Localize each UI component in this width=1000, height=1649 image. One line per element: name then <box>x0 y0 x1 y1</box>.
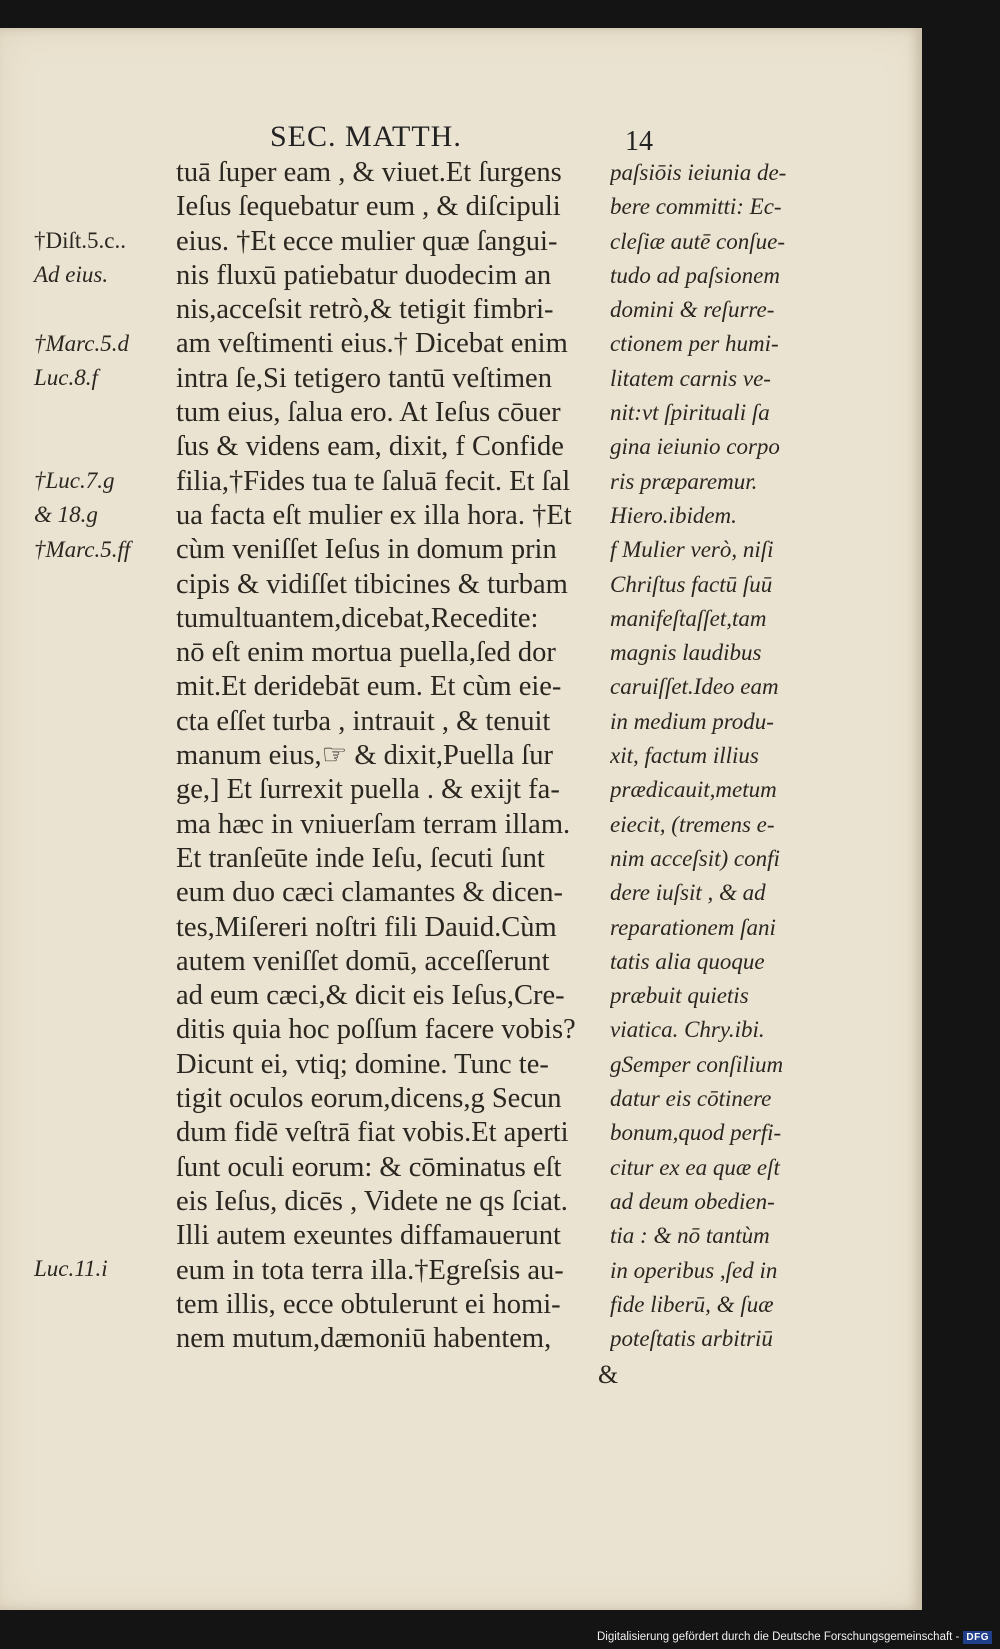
text-line: am veſtimenti eius.† Dicebat enim <box>176 328 568 360</box>
margin-note: †Marc.5.ff <box>34 537 131 562</box>
gloss-line: domini & reſurre- <box>610 297 775 323</box>
gloss-line: præbuit quietis <box>610 983 749 1009</box>
catchword: & <box>598 1360 619 1389</box>
gloss-line: nit:vt ſpirituali ſa <box>610 400 770 426</box>
gloss-column <box>610 156 906 1356</box>
text-line: dum fidē veſtrā fiat vobis.Et aperti <box>176 1117 569 1149</box>
gloss-line: paſsiōis ieiunia de- <box>610 160 787 185</box>
gloss-line: citur ex ea quæ eſt <box>610 1154 780 1180</box>
text-line: mit.Et deridebāt eum. Et cùm eie- <box>176 671 562 703</box>
text-line: filia,†Fides tua te ſaluā fecit. Et ſal <box>176 465 571 497</box>
text-line: cta eſſet turba , intrauit , & tenuit <box>176 705 551 737</box>
gloss-line: poteſtatis arbitriū <box>610 1326 773 1352</box>
dfg-logo: DFG <box>963 1631 992 1644</box>
gloss-line: tudo ad paſsionem <box>610 262 780 288</box>
gloss-line: xit, factum illius <box>610 743 759 769</box>
gloss-line: fide liberū, & ſuæ <box>610 1291 774 1317</box>
text-line: tuā ſuper eam , & viuet.Et ſurgens <box>176 157 562 188</box>
margin-note: Luc.11.i <box>34 1256 108 1281</box>
gloss-line: eiecit, (tremens e- <box>610 811 775 837</box>
gloss-line: f Mulier verò, niſi <box>610 537 774 563</box>
gloss-line: tia : & nō tantùm <box>610 1223 770 1249</box>
gloss-line: ad deum obedien- <box>610 1188 775 1214</box>
text-line: cipis & vidiſſet tibicines & turbam <box>176 568 568 600</box>
text-line: tigit oculos eorum,dicens,g Secun <box>176 1083 562 1115</box>
text-line: Ieſus ſequebatur eum , & diſcipuli <box>176 191 561 223</box>
margin-note: & 18.g <box>34 502 98 527</box>
text-line: ſus & videns eam, dixit, f Confide <box>176 431 564 463</box>
gloss-line: cleſiæ autē conſue- <box>610 228 785 254</box>
text-line: ſunt oculi eorum: & cōminatus eſt <box>176 1151 562 1183</box>
text-line: ma hæc in vniuerſam terram illam. <box>176 808 571 840</box>
gloss-line: in medium produ- <box>610 708 774 734</box>
text-line: autem veniſſet domū, acceſſerunt <box>176 945 550 977</box>
text-line: tes,Miſereri noſtri fili Dauid.Cùm <box>176 911 557 943</box>
text-line: Illi autem exeuntes diffamauerunt <box>176 1220 561 1252</box>
gloss-line: prædicauit,metum <box>610 777 777 803</box>
gloss-line: dere iuſsit , & ad <box>610 880 766 906</box>
margin-note: †Diſt.5.c.. <box>34 228 126 253</box>
gloss-line: Chriſtus factū ſuū <box>610 571 773 597</box>
gloss-line: ctionem per humi- <box>610 331 779 357</box>
text-line: tum eius, ſalua ero. At Ieſus cōuer <box>176 397 561 429</box>
gloss-line: nim acceſsit) confi <box>610 845 780 871</box>
main-text-column <box>176 156 604 1356</box>
text-line: Et tranſeūte inde Ieſu, ſecuti ſunt <box>176 842 545 874</box>
page-number: 14 <box>625 126 653 157</box>
text-line: ad eum cæci,& dicit eis Ieſus,Cre- <box>176 980 565 1012</box>
gloss-line: caruiſſet.Ideo eam <box>610 674 779 700</box>
text-line: ge,] Et ſurrexit puella . & exijt fa- <box>176 774 560 806</box>
gloss-line: tatis alia quoque <box>610 948 765 974</box>
text-line: eis Ieſus, dicēs , Videte ne qs ſciat. <box>176 1185 568 1217</box>
text-line: nis,acceſsit retrò,& tetigit fimbri- <box>176 294 554 326</box>
gloss-line: gSemper conſilium <box>610 1051 784 1077</box>
gloss-line: reparationem ſani <box>610 914 776 940</box>
text-line: nem mutum,dæmoniū habentem, <box>176 1323 552 1355</box>
text-line: eum duo cæci clamantes & dicen- <box>176 877 563 909</box>
text-line: intra ſe,Si tetigero tantū veſtimen <box>176 362 552 394</box>
text-line: nō eſt enim mortua puella,ſed dor <box>176 637 556 669</box>
footer-text: Digitalisierung gefördert durch die Deutsche Forschungsgemeinschaft - <box>596 1631 960 1643</box>
margin-note: †Luc.7.g <box>34 468 115 493</box>
gloss-line: in operibus ,ſed in <box>610 1257 778 1283</box>
text-line: cùm veniſſet Ieſus in domum prin <box>176 534 557 566</box>
gloss-line: viatica. Chry.ibi. <box>610 1017 765 1043</box>
text-line: Dicunt ei, vtiq; domine. Tunc te- <box>176 1048 549 1080</box>
gloss-line: bere committi: Ec- <box>610 194 782 220</box>
gloss-line: gina ieiunio corpo <box>610 434 780 460</box>
text-line: tumultuantem,dicebat,Recedite: <box>176 602 539 634</box>
gloss-line: ris præparemur. <box>610 468 758 494</box>
gloss-line: bonum,quod perfi- <box>610 1120 782 1146</box>
running-header: SEC. MATTH. <box>270 120 462 153</box>
gloss-line: magnis laudibus <box>610 640 762 666</box>
gloss-line: manifeſtaſſet,tam <box>610 605 767 631</box>
text-line: manum eius,☞ & dixit,Puella ſur <box>176 740 554 772</box>
text-line: nis fluxū patiebatur duodecim an <box>176 259 552 291</box>
margin-note: Ad eius. <box>34 262 109 287</box>
text-line: eius. †Et ecce mulier quæ ſangui- <box>176 225 558 257</box>
footer-credit <box>597 1628 992 1646</box>
margin-note: Luc.8.f <box>34 365 98 390</box>
text-line: eum in tota terra illa.†Egreſsis au- <box>176 1254 564 1286</box>
text-line: ditis quia hoc poſſum facere vobis? <box>176 1014 576 1046</box>
gloss-line: datur eis cōtinere <box>610 1086 772 1112</box>
text-line: tem illis, ecce obtulerunt ei homi- <box>176 1288 561 1320</box>
text-line: ua facta eſt mulier ex illa hora. †Et <box>176 499 572 531</box>
margin-note: †Marc.5.d <box>34 331 129 356</box>
gloss-line: Hiero.ibidem. <box>610 502 737 528</box>
gloss-line: litatem carnis ve- <box>610 365 771 391</box>
